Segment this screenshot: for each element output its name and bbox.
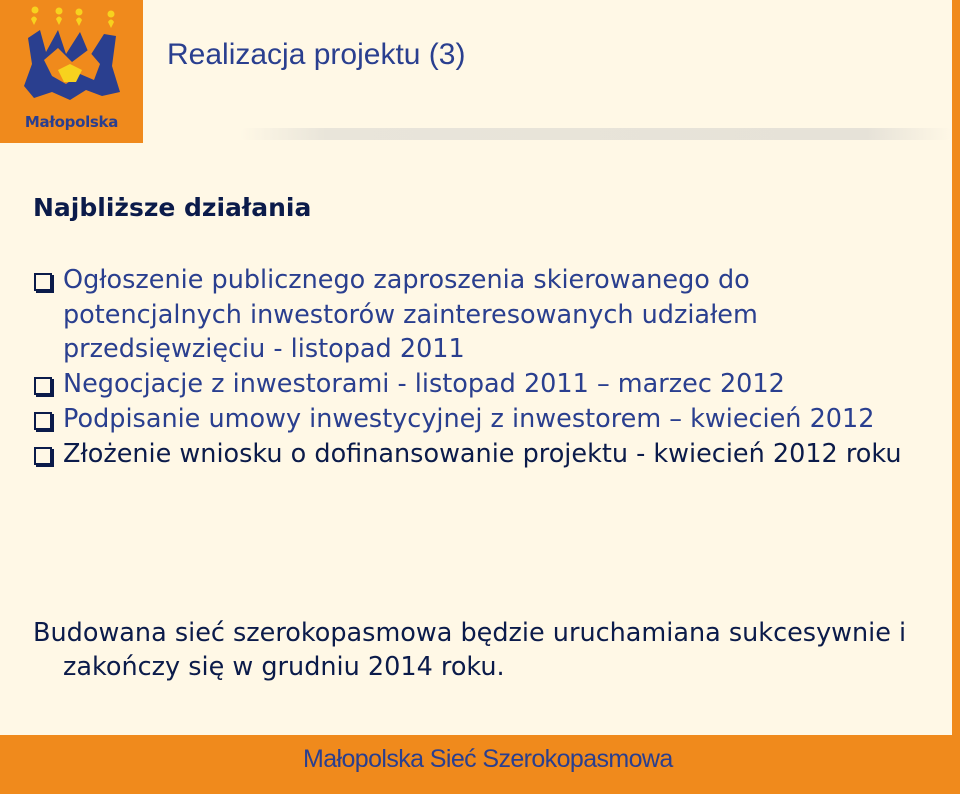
bullet-text: Podpisanie umowy inwestycyjnej z inwestorem – kwiecień 2012 [63,403,875,434]
bullet-text: Złożenie wniosku o dofinansowanie projektu - kwiecień 2012 roku [63,438,902,469]
bullet-text: Ogłoszenie publicznego zaproszenia skierowanego do potencjalnych inwestorów zainteresowanych udziałem przedsięwzięciu - listopad 2011 [63,265,758,365]
bullet-list [33,263,933,471]
checkbox-icon [34,377,52,395]
logo-label: Małopolska [24,113,119,131]
bullet-item [33,437,933,472]
summary-text: Budowana sieć szerokopasmowa będzie uruchamiana sukcesywnie i zakończy się w grudniu 2014 roku. [33,618,907,682]
footer-text: Małopolska Sieć Szerokopasmowa [303,745,673,773]
malopolska-logo [0,0,143,143]
checkbox-icon [34,412,52,430]
checkbox-icon [34,447,52,465]
title-underline [240,128,952,140]
bullet-text: Negocjacje z inwestorami - listopad 2011 – marzec 2012 [63,369,785,400]
checkbox-icon [34,273,52,291]
right-accent-stripe [952,0,960,735]
slide-title: Realizacja projektu (3) [167,38,466,71]
section-heading: Najbliższe działania [33,193,312,222]
bullet-item [33,367,933,402]
footer-bar [0,735,960,794]
bullet-item [33,263,933,367]
bullet-item [33,402,933,437]
